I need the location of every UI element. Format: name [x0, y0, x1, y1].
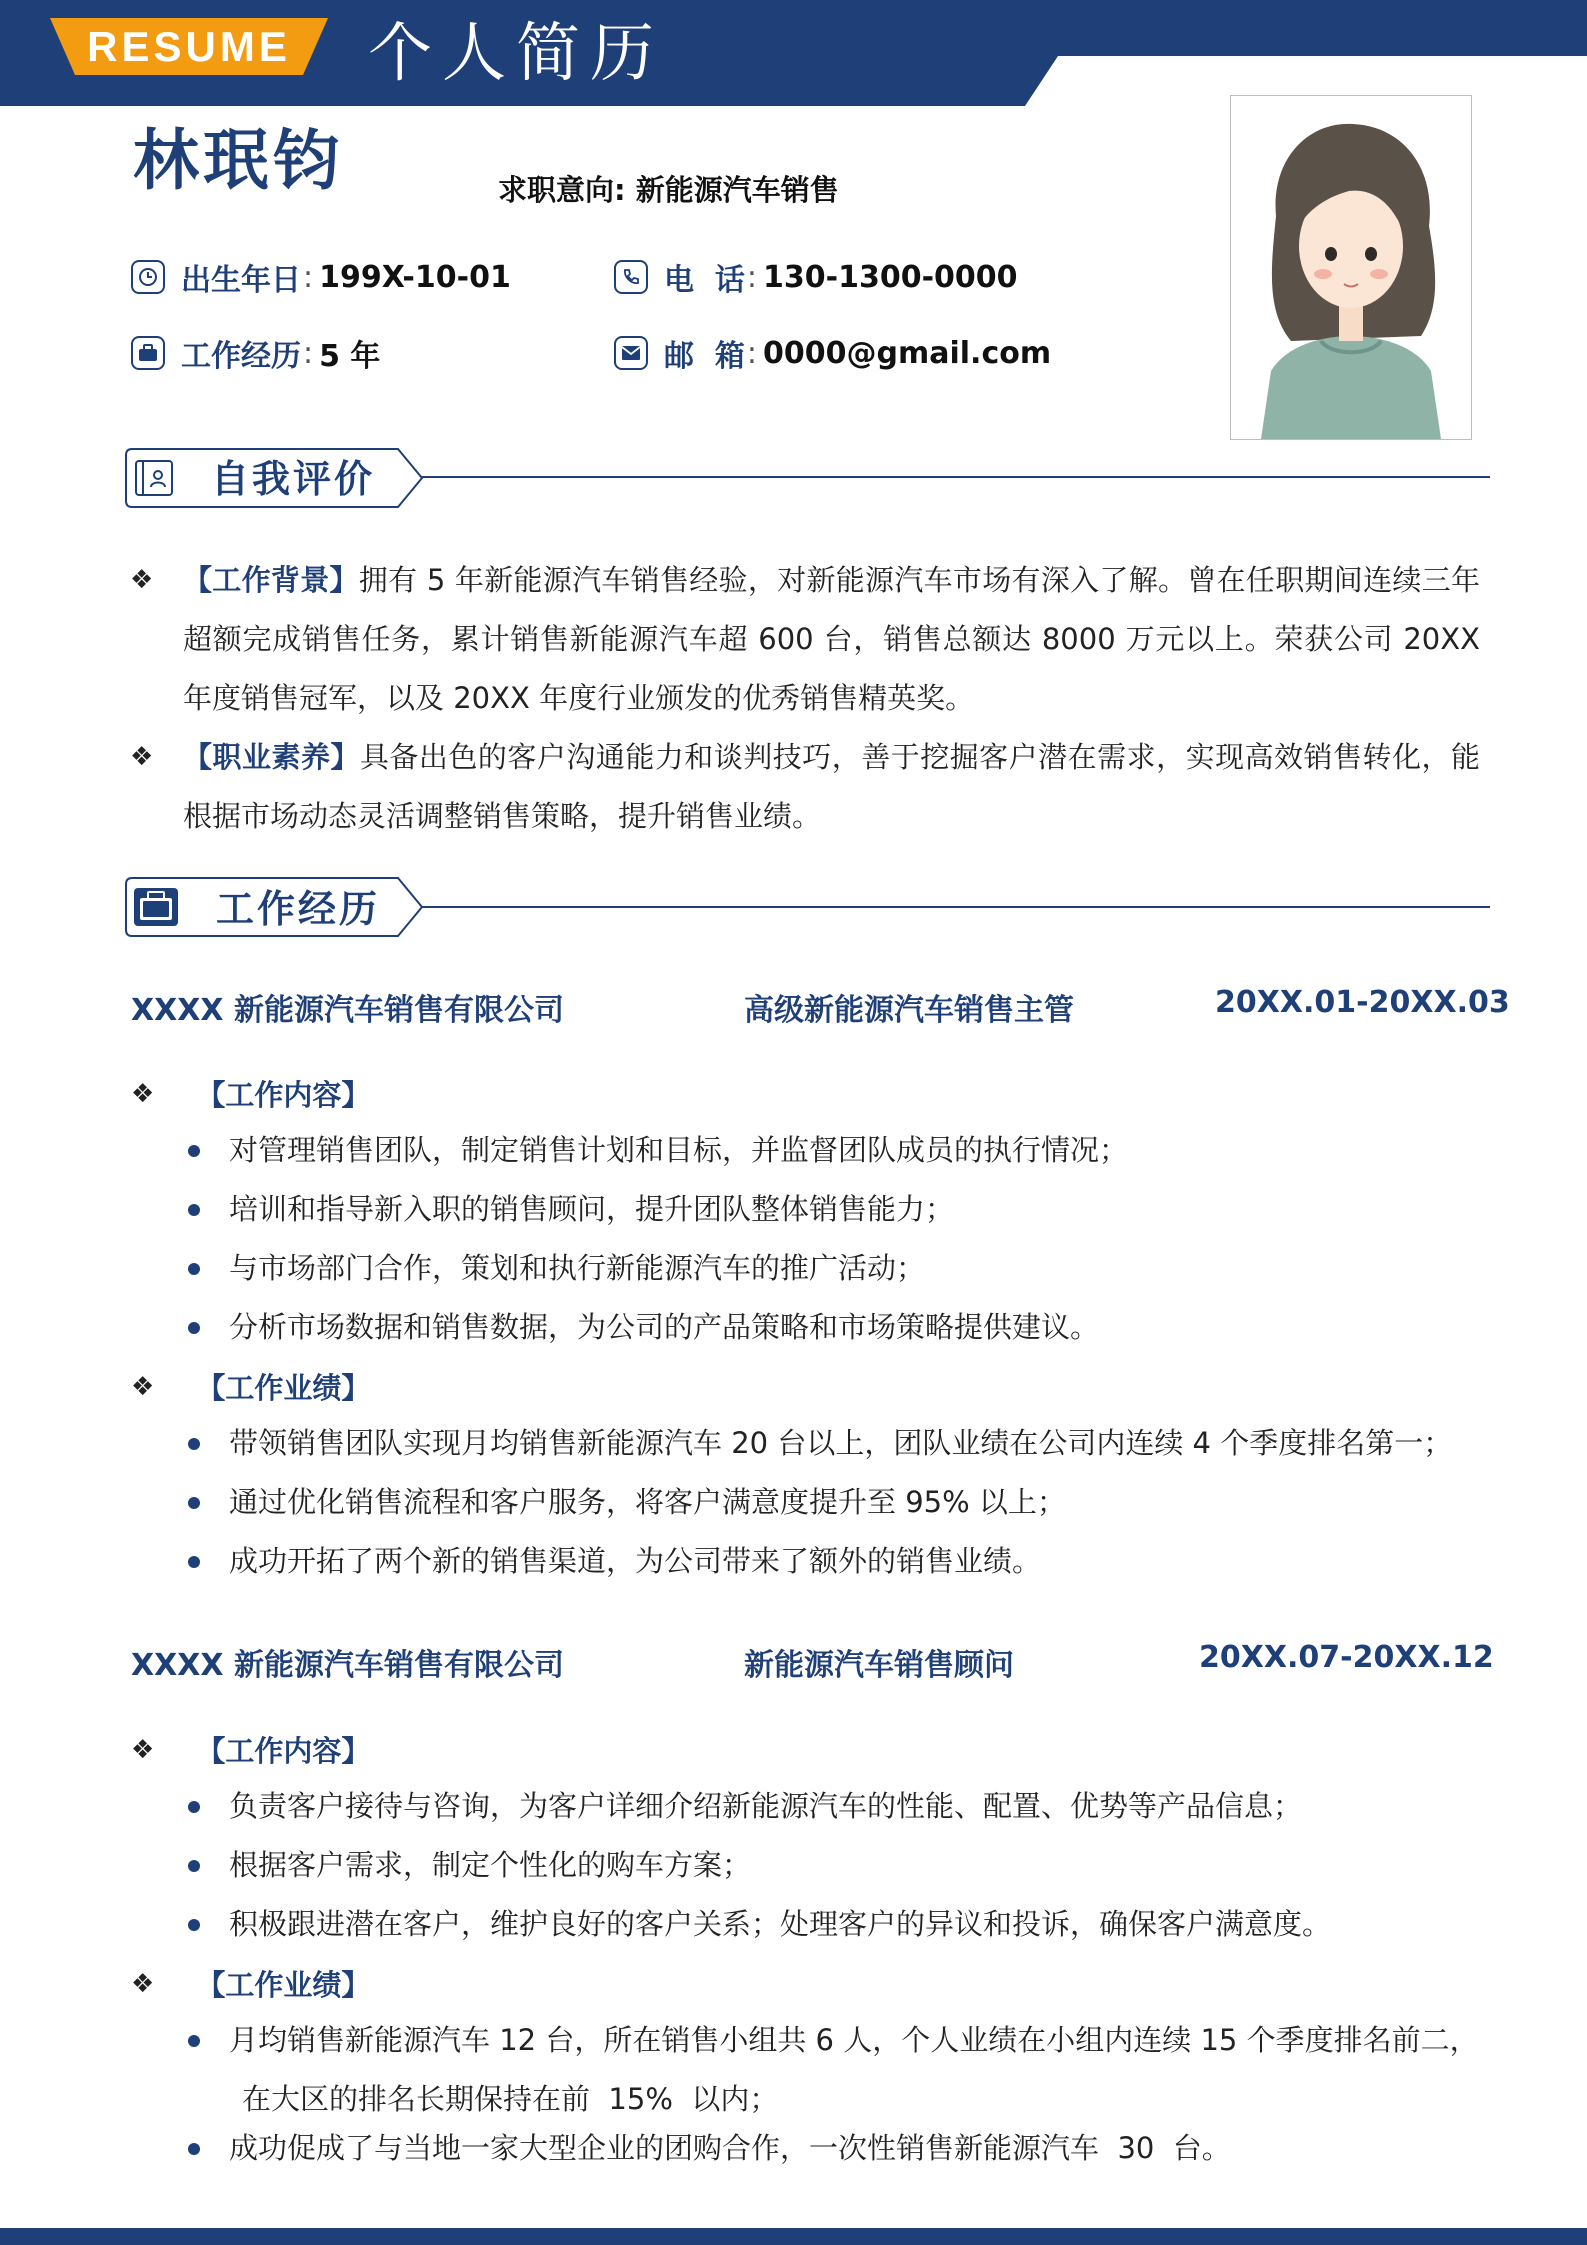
job-result-heading: [131, 1963, 370, 2004]
job-content-list: [188, 1121, 1128, 1357]
bullet-dot-icon: [188, 1322, 200, 1334]
bullet-dot-icon: [188, 1497, 200, 1509]
list-item-text: 成功开拓了两个新的销售渠道，为公司带来了额外的销售业绩。: [229, 1544, 1042, 1578]
bullet-dot-icon: [188, 1919, 200, 1931]
phone-info: [614, 255, 1018, 299]
job-content-heading: [131, 1729, 370, 1770]
diamond-bullet-icon: ❖: [131, 1078, 155, 1109]
self-eval-text: [130, 551, 1480, 846]
job-content-title: 【工作内容】: [196, 1734, 371, 1768]
intention-label: 求职意向:: [498, 173, 626, 207]
mail-icon: [614, 336, 648, 370]
profile-photo: [1230, 95, 1472, 440]
list-item: [188, 1121, 1128, 1180]
resume-tag: RESUME: [87, 22, 291, 70]
bullet-dot-icon: [188, 2035, 200, 2047]
diamond-bullet-icon: ❖: [130, 742, 154, 772]
job-result-list: [188, 1414, 1452, 1591]
birth-value: 199X-10-01: [319, 259, 511, 295]
self-eval-body: 拥有 5 年新能源汽车销售经验，对新能源汽车市场有深入了解。曾在任职期间连续三年超额完成销售任务，累计销售新能源汽车超 600 台，销售总额达 8000 万元以上。荣获公司 20XX 年度销售冠军，以及 20XX 年度行业颁发的优秀销售精英奖。: [183, 563, 1480, 715]
birth-info: [131, 255, 511, 299]
self-eval-tag: 【职业素养】: [183, 740, 360, 774]
list-item-text: 通过优化销售流程和客户服务，将客户满意度提升至 95% 以上；: [229, 1485, 1066, 1519]
list-item: [188, 1777, 1331, 1836]
job-content-list: [188, 1777, 1331, 1954]
phone-label: 电 话: [664, 263, 745, 298]
job-company: XXXX 新能源汽车销售有限公司: [131, 993, 564, 1028]
list-item-text: 根据客户需求，制定个性化的购车方案；: [229, 1848, 752, 1882]
job-position: 高级新能源汽车销售主管: [744, 993, 1074, 1028]
list-item: [188, 1239, 1128, 1298]
self-eval-tag: 【工作背景】: [183, 563, 359, 597]
list-item-text: 成功促成了与当地一家大型企业的团购合作，一次性销售新能源汽车 30 台。: [229, 2131, 1231, 2165]
list-item: [188, 1836, 1331, 1895]
experience-info: [131, 331, 380, 375]
job-period: 20XX.01-20XX.03: [1215, 985, 1510, 1020]
phone-separator: :: [746, 259, 757, 295]
section-divider: [422, 906, 1490, 908]
job-result-title: 【工作业绩】: [196, 1968, 371, 2002]
bullet-dot-icon: [188, 1145, 200, 1157]
job-content-title: 【工作内容】: [196, 1078, 371, 1112]
diamond-bullet-icon: ❖: [131, 1734, 155, 1765]
bullet-dot-icon: [188, 2143, 200, 2155]
phone-value[interactable]: 130-1300-0000: [763, 259, 1018, 295]
diamond-bullet-icon: ❖: [131, 1968, 155, 1999]
email-label: 邮 箱: [664, 339, 745, 374]
briefcase-icon: [131, 336, 165, 370]
list-item: [188, 2011, 1488, 2070]
clock-icon: [131, 260, 165, 294]
list-item: [188, 1895, 1331, 1954]
list-item-text: 培训和指导新入职的销售顾问，提升团队整体销售能力；: [229, 1192, 955, 1226]
list-item: [188, 1532, 1452, 1591]
job-position: 新能源汽车销售顾问: [744, 1648, 1014, 1683]
list-item-text: 对管理销售团队，制定销售计划和目标，并监督团队成员的执行情况；: [229, 1133, 1129, 1167]
list-item: [188, 2119, 1488, 2178]
list-item: [188, 1180, 1128, 1239]
email-value[interactable]: 0000@gmail.com: [763, 335, 1052, 371]
list-item: [188, 1414, 1452, 1473]
experience-separator: :: [303, 335, 314, 371]
list-item: [188, 1473, 1452, 1532]
list-item-text: 在大区的排名长期保持在前 15% 以内；: [242, 2082, 779, 2116]
list-item-text: 积极跟进潜在客户，维护良好的客户关系；处理客户的异议和投诉，确保客户满意度。: [229, 1907, 1332, 1941]
list-item-text: 带领销售团队实现月均销售新能源汽车 20 台以上，团队业绩在公司内连续 4 个季度排名第一；: [229, 1426, 1453, 1460]
birth-separator: :: [303, 259, 314, 295]
email-separator: :: [746, 335, 757, 371]
self-eval-body: 具备出色的客户沟通能力和谈判技巧，善于挖掘客户潜在需求，实现高效销售转化，能根据市场动态灵活调整销售策略，提升销售业绩。: [183, 740, 1480, 833]
banner-title: 个人简历: [368, 17, 664, 91]
job-intention: [498, 168, 839, 209]
self-eval-item: [130, 728, 1480, 846]
candidate-name: 林珉钧: [133, 122, 343, 199]
intention-value: 新能源汽车销售: [635, 173, 839, 207]
job-company: XXXX 新能源汽车销售有限公司: [131, 1648, 564, 1683]
job-period: 20XX.07-20XX.12: [1199, 1640, 1494, 1675]
self-eval-item: [130, 551, 1480, 728]
list-item-text: 月均销售新能源汽车 12 台，所在销售小组共 6 人，个人业绩在小组内连续 15 个季度排名前二，: [229, 2023, 1479, 2057]
list-item: [188, 1298, 1128, 1357]
bullet-dot-icon: [188, 1801, 200, 1813]
section-title-work: 工作经历: [216, 887, 381, 931]
experience-value: 5 年: [319, 339, 381, 374]
job-result-list: [188, 2011, 1488, 2178]
job-result-title: 【工作业绩】: [196, 1371, 371, 1405]
diamond-bullet-icon: ❖: [131, 1371, 155, 1402]
experience-label: 工作经历: [181, 339, 301, 374]
birth-label: 出生年日: [181, 263, 301, 298]
bullet-dot-icon: [188, 1263, 200, 1275]
avatar-illustration: [1231, 96, 1471, 439]
bullet-dot-icon: [188, 1556, 200, 1568]
phone-icon: [614, 260, 648, 294]
section-divider: [422, 476, 1490, 478]
email-info: [614, 331, 1051, 375]
bullet-dot-icon: [188, 1860, 200, 1872]
list-item-text: 分析市场数据和销售数据，为公司的产品策略和市场策略提供建议。: [229, 1310, 1100, 1344]
list-item-text: 与市场部门合作，策划和执行新能源汽车的推广活动；: [229, 1251, 926, 1285]
diamond-bullet-icon: ❖: [130, 565, 154, 595]
section-title-self-eval: 自我评价: [211, 457, 376, 501]
job-content-heading: [131, 1073, 370, 1114]
footer-bar: [0, 2228, 1587, 2245]
bullet-dot-icon: [188, 1204, 200, 1216]
list-item-text: 负责客户接待与咨询，为客户详细介绍新能源汽车的性能、配置、优势等产品信息；: [229, 1789, 1303, 1823]
bullet-dot-icon: [188, 1438, 200, 1450]
job-result-heading: [131, 1366, 370, 1407]
